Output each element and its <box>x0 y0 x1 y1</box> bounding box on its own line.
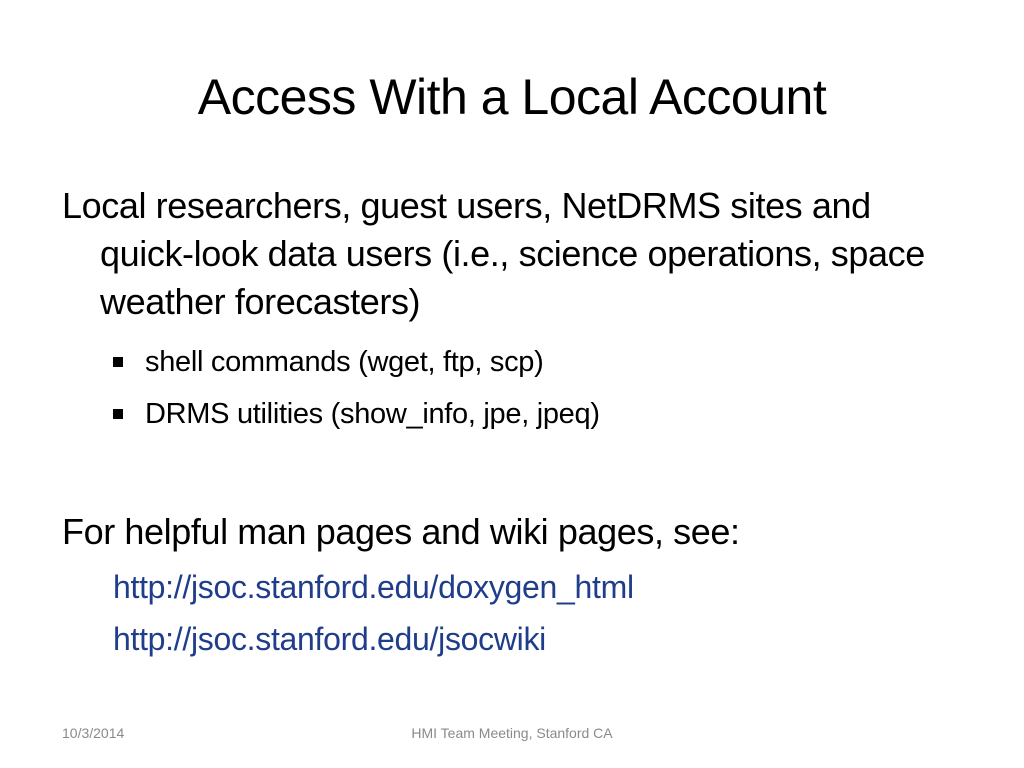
bullet-label: DRMS utilities (show_info, jpe, jpeq) <box>145 398 600 430</box>
footer-event: HMI Team Meeting, Stanford CA <box>411 725 613 741</box>
footer-date: 10/3/2014 <box>62 725 125 741</box>
bullet-label: shell commands (wget, ftp, scp) <box>145 346 544 378</box>
body-paragraph-users: Local researchers, guest users, NetDRMS sites and quick-look data users (i.e., science operations, space weather forecasters) <box>62 185 925 322</box>
square-bullet-icon <box>113 409 123 419</box>
square-bullet-icon <box>113 357 123 367</box>
slide-title: Access With a Local Account <box>197 69 827 125</box>
jsocwiki-link[interactable]: http://jsoc.stanford.edu/jsocwiki <box>113 621 546 657</box>
doxygen-link[interactable]: http://jsoc.stanford.edu/doxygen_html <box>113 569 634 605</box>
body-paragraph-help: For helpful man pages and wiki pages, see: <box>62 511 740 552</box>
link-list <box>113 563 634 667</box>
